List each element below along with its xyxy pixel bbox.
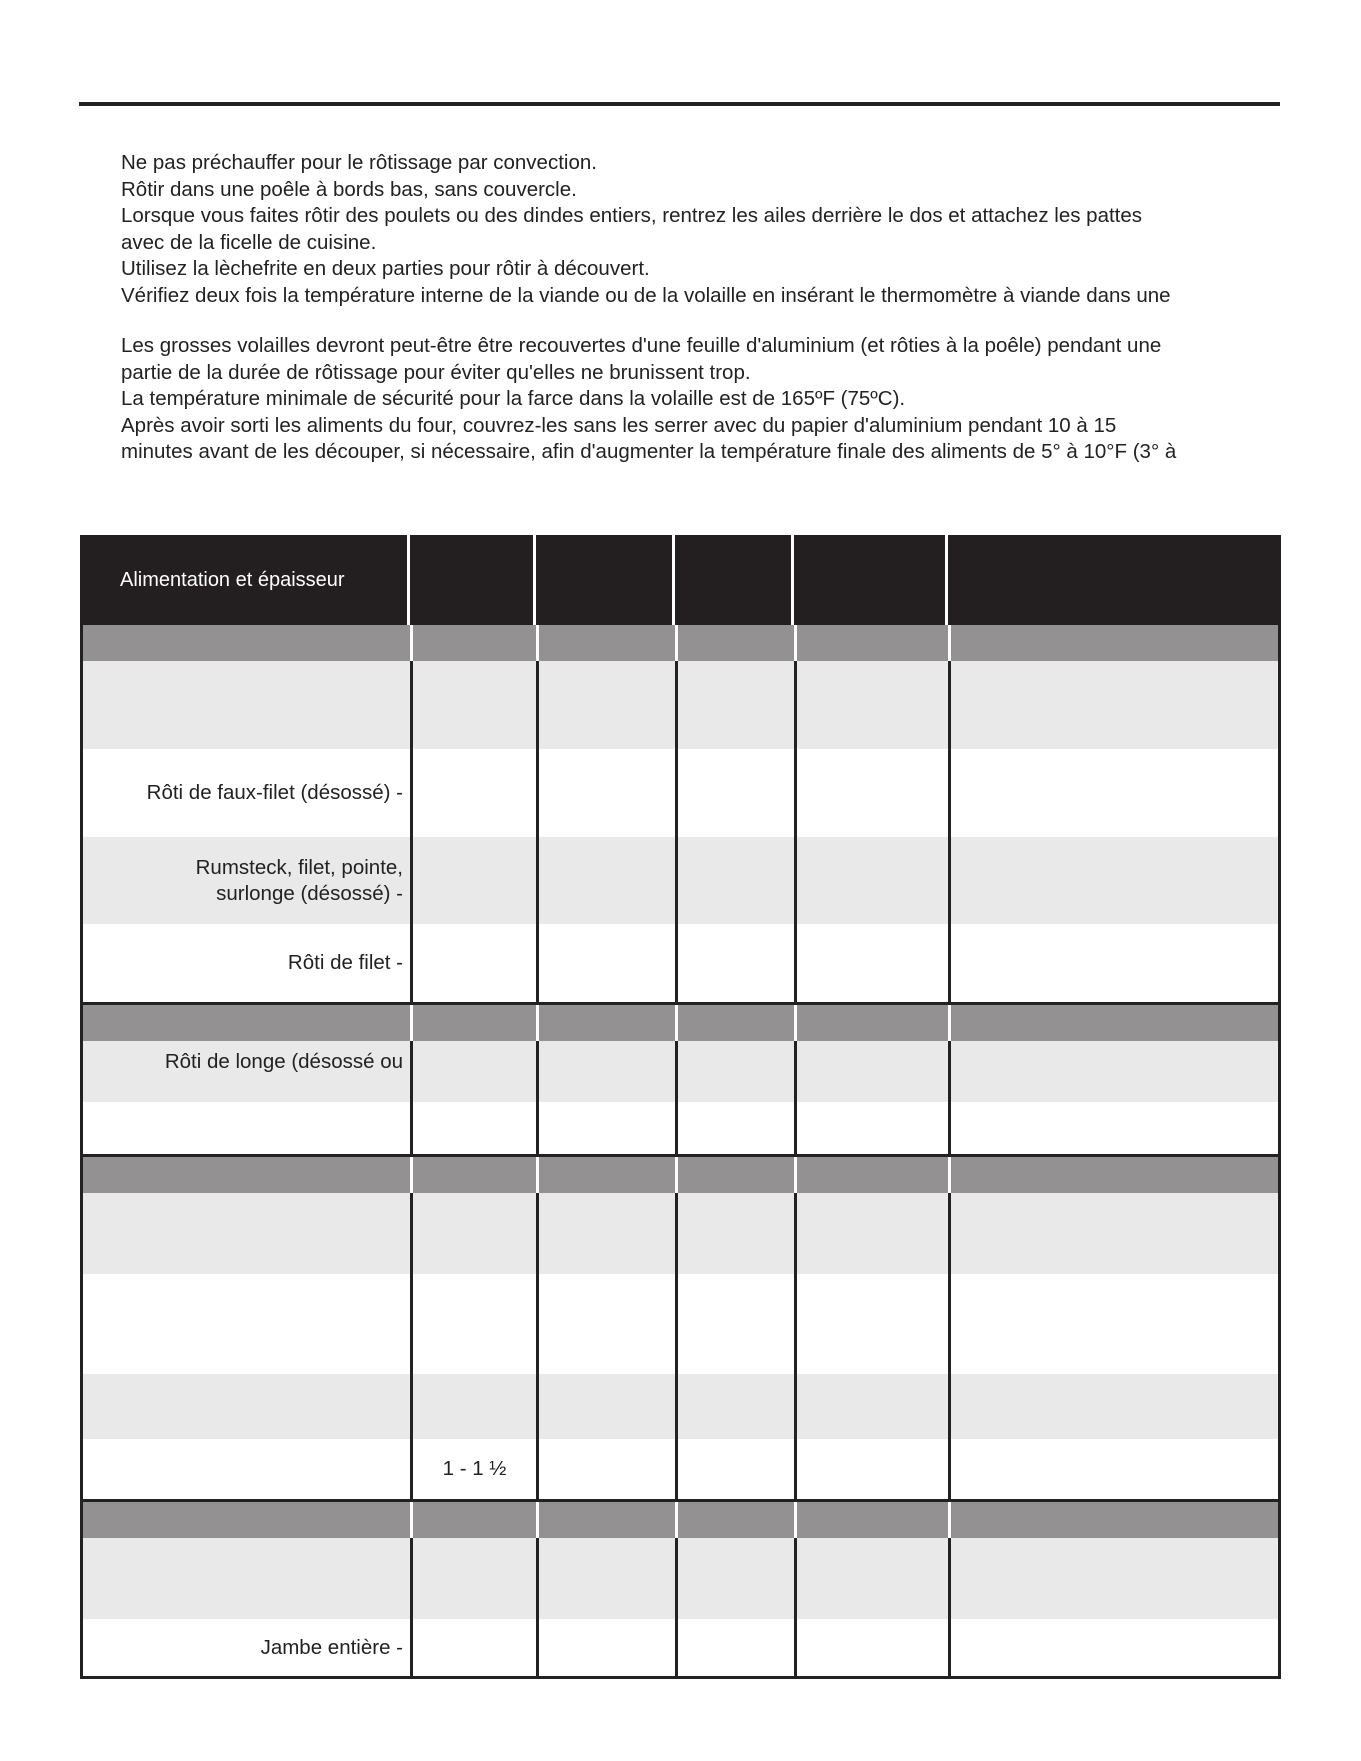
thickness-value: 1 - 1 ½ [413,1439,539,1499]
tip-line: La température minimale de sécurité pour la farce dans la volaille est de 165ºF (75ºC). [121,387,906,410]
table-row [83,1102,1278,1157]
table-row [83,924,1278,1005]
table-row [83,1538,1278,1619]
table-row [83,1274,1278,1374]
header-col [948,535,1281,625]
food-label: Rôti de faux-filet (désossé) - [83,749,413,837]
food-label: Rôti de longe (désossé ou [83,1041,413,1102]
food-label: Rôti de filet - [83,924,413,1002]
header-food: Alimentation et épaisseur [80,535,410,625]
food-label: Jambe entière - [83,1619,413,1676]
tip-gap [121,309,1281,333]
tip-line: avec de la ficelle de cuisine. [121,230,377,254]
section-row [83,625,1278,661]
table-row [83,1619,1278,1679]
table-row [83,1439,1278,1502]
table-header [80,535,1281,625]
table-body [80,625,1281,1679]
section-row [83,1502,1278,1538]
tip-line: Les grosses volailles devront peut-être être recouvertes d'une feuille d'aluminium (et rôties à la poêle) pendant une [121,334,1162,357]
roasting-table [80,535,1281,1679]
top-rule [79,102,1280,106]
section-row [83,1157,1278,1193]
table-row [83,749,1278,837]
header-col [536,535,675,625]
tip-line: minutes avant de les découper, si nécessaire, afin d'augmenter la température finale des aliments de 5° à 10°F (3° à [121,440,1177,463]
tip-line: Vérifiez deux fois la température interne de la viande ou de la volaille en insérant le thermomètre à viande dans une [121,283,1171,307]
tip-line: Après avoir sorti les aliments du four, couvrez-les sans les serrer avec du papier d'aluminium pendant 10 à 15 [121,413,1117,437]
tip-line: Lorsque vous faites rôtir des poulets ou des dindes entiers, rentrez les ailes derrière le dos et attachez les pattes [121,204,1143,227]
tip-line: Utilisez la lèchefrite en deux parties pour rôtir à découvert. [121,257,650,280]
table-row [83,1041,1278,1102]
table-row [83,1374,1278,1439]
header-col [410,535,536,625]
tip-line: Ne pas préchauffer pour le rôtissage par convection. [121,151,597,174]
header-col [794,535,948,625]
table-row [83,1193,1278,1274]
tip-line: partie de la durée de rôtissage pour éviter qu'elles ne brunissent trop. [121,360,751,384]
header-col [675,535,794,625]
table-row [83,661,1278,749]
roasting-tips [121,150,1281,466]
table-row [83,837,1278,924]
food-label: Rumsteck, filet, pointe, surlonge (désossé) - [83,837,413,924]
section-row [83,1005,1278,1041]
tip-line: Rôtir dans une poêle à bords bas, sans couvercle. [121,177,577,201]
